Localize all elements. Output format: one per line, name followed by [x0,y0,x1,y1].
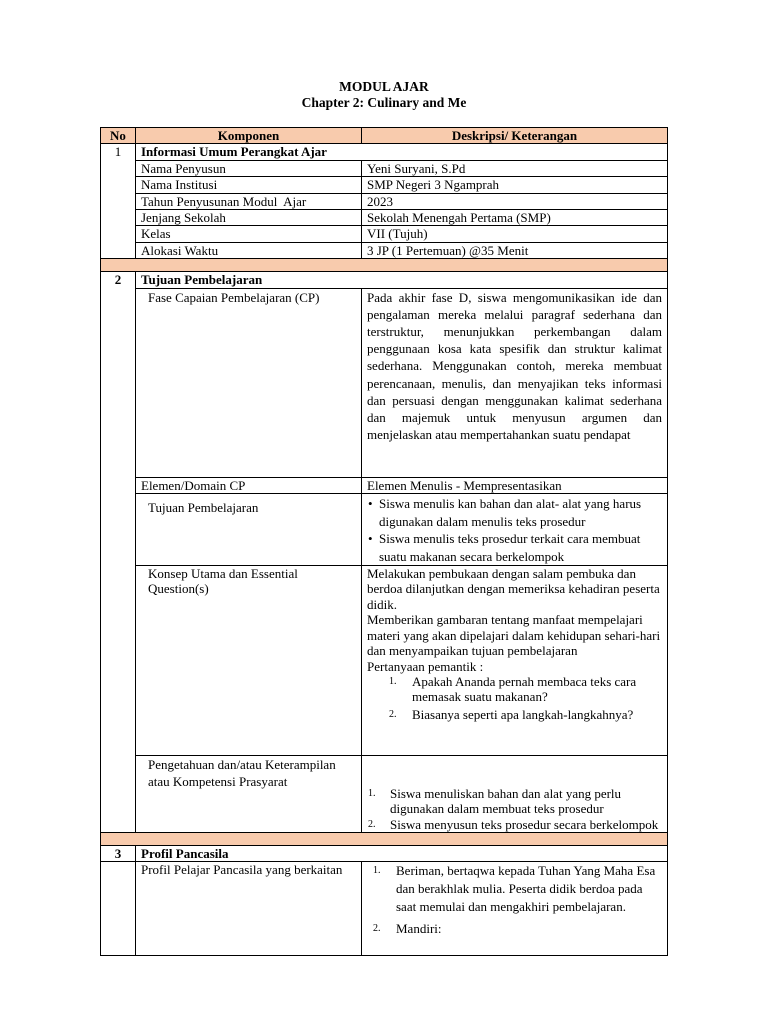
list-item: • Siswa menulis teks prosedur terkait cara membuat suatu makanan secara berkelompok [368,531,641,564]
table-row [101,242,668,258]
table-row [101,477,668,493]
section-number: 3 [101,846,136,862]
list-item: 1. Beriman, bertaqwa kepada Tuhan Yang Maha Esa dan berakhlak mulia. Peserta didik berdoa pada saat memulai dan mengakhiri pembelajaran. [373,863,656,915]
section-title: Tujuan Pembelajaran [136,272,668,288]
cp-description: Pada akhir fase D, siswa mengomunikasikan ide dan pengalaman mereka melalui paragraf sederhana dan terstruktur, menunjukkan perkembangan dalam penggunaan kosa kata spesifik dan struktur kalimat sederhana. Menggunakan contoh, mereka membuat perencanaan, menulis, dan menyajikan teks informasi dan persuasi dengan menggunakan kalimat sederhana dan majemuk untuk menyusun argumen dan menjelaskan atau mempertahankan suatu pendapat [362,288,668,477]
document-subtitle: Chapter 2: Culinary and Me [301,95,467,110]
document-title: MODUL AJAR [339,79,429,94]
table-row [101,144,668,160]
row-value: Sekolah Menengah Pertama (SMP) [362,210,668,226]
row-value: SMP Negeri 3 Ngamprah [362,177,668,193]
bullet-icon: • [368,531,373,547]
list-item: • Siswa menulis kan bahan dan alat- alat yang harus digunakan dalam menulis teks prosedur [368,496,642,529]
row-label: Tahun Penyusunan Modul Ajar [136,193,362,209]
elemen-value: Elemen Menulis - Mempresentasikan [362,477,668,493]
konsep-paragraph: Pertanyaan pemantik : [367,658,484,674]
empty-cell [101,862,136,956]
elemen-label: Elemen/Domain CP [136,477,362,493]
table-row [101,272,668,288]
section-number: 1 [101,144,136,259]
table-row [101,226,668,242]
header-row [101,128,668,144]
table-row [101,846,668,862]
row-value: 2023 [362,193,668,209]
section-number: 2 [101,272,136,833]
profil-label: Profil Pelajar Pancasila yang berkaitan [136,862,362,956]
table-row [101,210,668,226]
table-row [101,862,668,956]
header-komponen: Komponen [136,128,362,144]
list-item: 1. Siswa menuliskan bahan dan alat yang perlu digunakan dalam membuat teks prosedur [368,785,622,817]
tujuan-list [367,495,662,565]
section-title: Informasi Umum Perangkat Ajar [136,144,668,160]
list-item: 2. Biasanya seperti apa langkah-langkahnya? [389,706,634,722]
pengetahuan-label: Pengetahuan dan/atau Keterampilan atau Kompetensi Prasyarat [136,756,362,833]
table-row [101,494,668,566]
header-deskripsi: Deskripsi/ Keterangan [362,128,668,144]
pengetahuan-list [367,786,662,832]
profil-list [367,862,662,938]
modul-ajar-table [100,127,668,956]
table-row [101,160,668,176]
table-row [101,177,668,193]
list-item: 2. Siswa menyusun teks prosedur secara berkelompok [368,816,659,832]
table-row [101,756,668,833]
row-label: Nama Penyusun [136,160,362,176]
list-item: 1. Apakah Ananda pernah membaca teks cara memasak suatu makanan? [389,673,637,705]
table-row [101,566,668,756]
section-divider [101,833,668,846]
konsep-paragraph: Memberikan gambaran tentang manfaat mempelajari materi yang akan dipelajari dalam kehidupan sehari-hari dan menyampaikan tujuan pembelajaran [367,612,661,659]
section-divider [101,259,668,272]
bullet-icon: • [368,496,373,512]
question-list [367,674,662,722]
row-label: Kelas [136,226,362,242]
cp-label: Fase Capaian Pembelajaran (CP) [136,288,362,477]
row-value: 3 JP (1 Pertemuan) @35 Menit [362,242,668,258]
list-item: 2. Mandiri: [373,921,442,937]
header-no: No [101,128,136,144]
row-label: Alokasi Waktu [136,242,362,258]
row-label: Nama Institusi [136,177,362,193]
tujuan-label: Tujuan Pembelajaran [136,494,362,566]
konsep-paragraph: Melakukan pembukaan dengan salam pembuka dan berdoa dilanjutkan dengan memeriksa kehadiran peserta didik. [367,566,660,612]
table-row [101,193,668,209]
konsep-label: Konsep Utama dan Essential Question(s) [136,566,362,756]
section-title: Profil Pancasila [136,846,668,862]
row-value: VII (Tujuh) [362,226,668,242]
table-row [101,288,668,477]
row-label: Jenjang Sekolah [136,210,362,226]
row-value: Yeni Suryani, S.Pd [362,160,668,176]
